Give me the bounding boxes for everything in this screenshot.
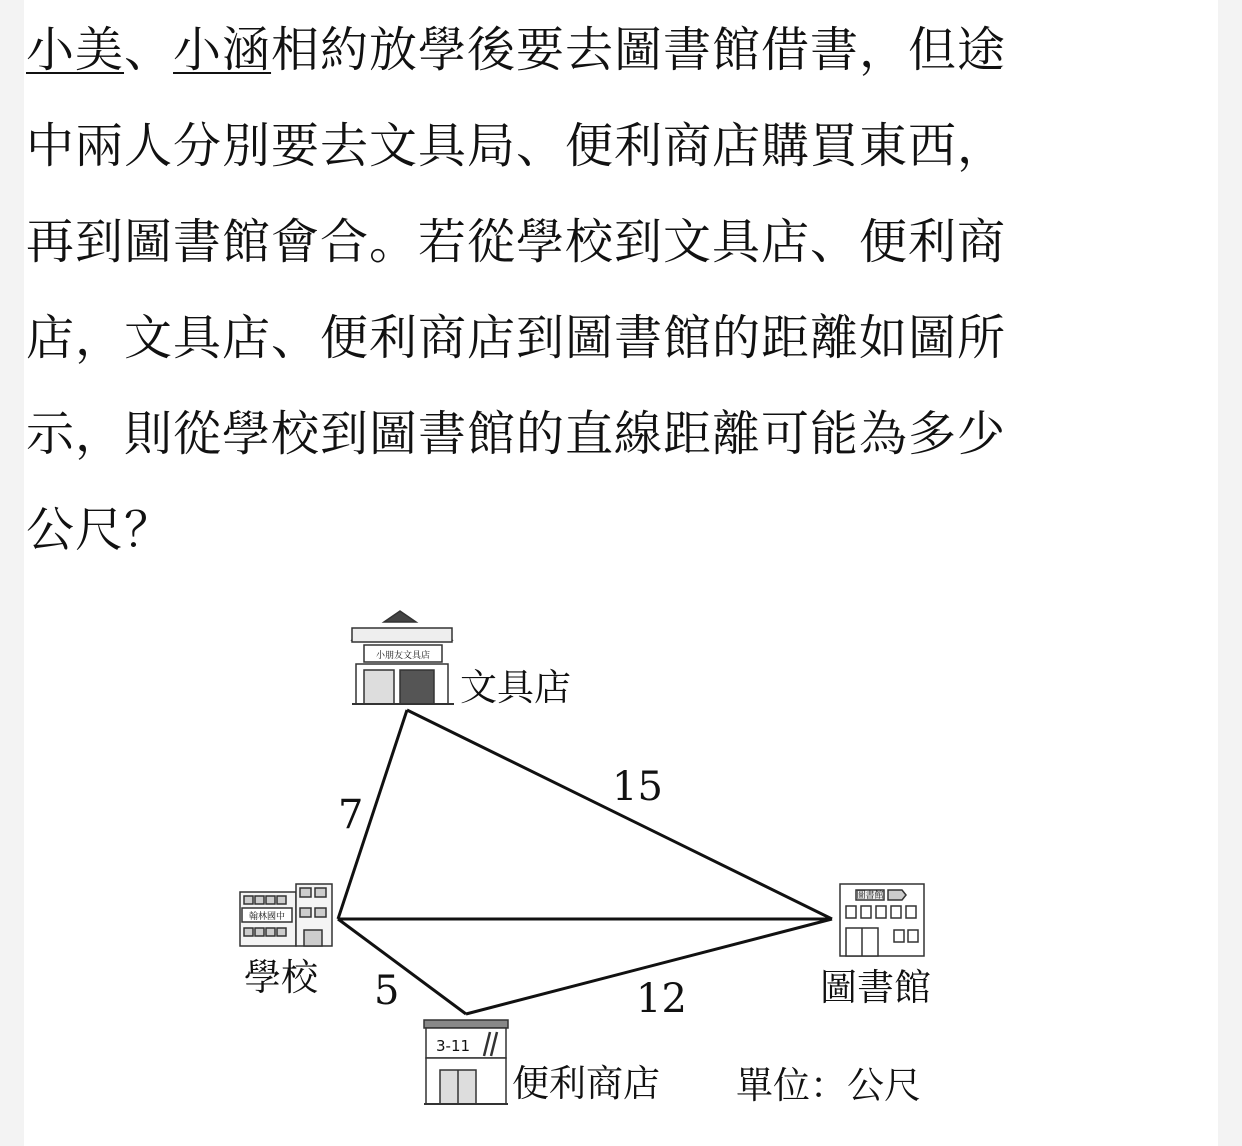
question-line-3: 再到圖書館會合。若從學校到文具店、便利商 — [26, 214, 1007, 270]
stationery-sign: 小朋友文具店 — [375, 651, 431, 661]
distance-convenience-library: 12 — [636, 976, 687, 1022]
school-icon — [240, 884, 332, 946]
school-sign: 翰林國中 — [248, 912, 286, 922]
library-icon — [840, 884, 924, 956]
stationery-shop-icon — [352, 611, 454, 704]
line1-rest: 相約放學後要去圖書館借書，但途 — [271, 22, 1007, 78]
label-library: 圖書館 — [820, 966, 931, 1009]
unit-label: 單位：公尺 — [736, 1064, 921, 1107]
name-xiaohan: 小涵 — [173, 22, 272, 78]
name-xiaomei: 小美 — [26, 22, 125, 78]
edge-stationery-library — [407, 710, 832, 919]
distance-stationery-library: 15 — [612, 764, 663, 810]
question-line-6: 公尺？ — [26, 502, 174, 558]
separator: 、 — [124, 22, 174, 78]
question-line-5: 示，則從學校到圖書館的直線距離可能為多少 — [26, 406, 1007, 462]
label-school: 學校 — [244, 956, 318, 999]
label-stationery: 文具店 — [460, 666, 571, 709]
convenience-store-icon — [424, 1020, 508, 1104]
path-lines — [338, 710, 832, 1014]
question-line-2: 中兩人分別要去文具局、便利商店購買東西， — [26, 118, 1007, 174]
edge-school-convenience — [338, 919, 466, 1014]
library-sign: 圖書館 — [856, 891, 884, 901]
label-convenience: 便利商店 — [512, 1062, 660, 1105]
question-line-4: 店，文具店、便利商店到圖書館的距離如圖所 — [26, 310, 1007, 366]
distance-school-stationery: 7 — [338, 792, 364, 838]
distance-school-convenience: 5 — [374, 968, 400, 1014]
convenience-sign: 3-11 — [436, 1037, 471, 1055]
